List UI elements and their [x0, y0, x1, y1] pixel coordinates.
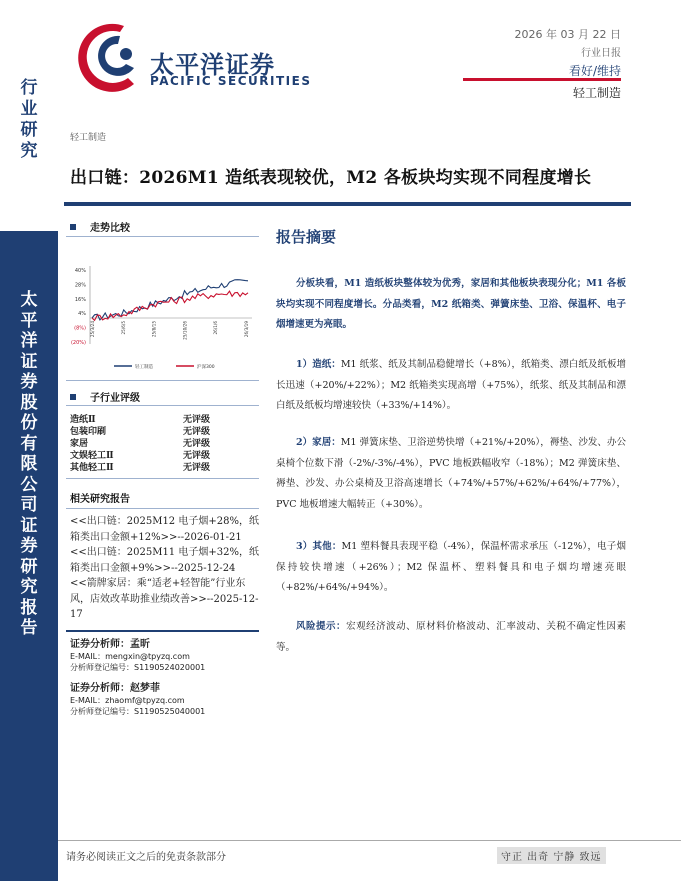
analyst-reg: 分析师登记编号：S1190525040001 [70, 707, 206, 716]
x-tick-label: 25/8/15 [151, 321, 157, 338]
subindustry-name: 文娱轻工Ⅱ [70, 451, 114, 461]
legend-label: 沪深300 [197, 364, 215, 370]
sidebar-bottom-char: 券 [20, 536, 38, 556]
section-rule [66, 630, 259, 632]
section-rule [66, 478, 259, 479]
related-heading [70, 490, 130, 505]
footer-disclaimer: 请务必阅读正文之后的免责条款部分 [66, 852, 226, 863]
section-rule [66, 508, 259, 509]
sidebar-bottom-char: 司 [20, 495, 38, 515]
sidebar-top-label [0, 80, 58, 164]
section-rule [66, 236, 259, 237]
analyst-email[interactable]: E-MAIL：mengxin@tpyzq.com [70, 652, 190, 661]
bullet-square-icon [70, 394, 76, 400]
analyst-reg: 分析师登记编号：S1190524020001 [70, 663, 206, 672]
trend-chart [66, 242, 261, 372]
subindustry-row [70, 414, 260, 426]
y-tick-label: (8%) [74, 325, 86, 332]
sidebar-bottom-label [0, 292, 58, 641]
subindustry-rating: 无评级 [183, 451, 211, 461]
analyst-block [70, 682, 205, 717]
subindustry-heading [70, 389, 140, 404]
y-tick-label: 28% [74, 282, 86, 289]
subindustry-name: 家居 [70, 439, 89, 449]
subindustry-rating: 无评级 [183, 439, 211, 449]
title-underline [64, 202, 631, 206]
summary-paragraph-home [276, 433, 626, 515]
summary-heading: 报告摘要 [276, 228, 337, 246]
sidebar-bottom-char: 股 [20, 392, 38, 413]
subindustry-row [70, 462, 260, 474]
logo-chinese-text: 太平洋证券 [150, 51, 275, 79]
sidebar-bottom-char: 太 [20, 290, 38, 310]
sidebar-top-char: 研 [20, 120, 38, 140]
breadcrumb: 轻工制造 [70, 133, 107, 143]
sidebar-bottom-char: 限 [20, 454, 38, 474]
subindustry-rating: 无评级 [183, 415, 211, 425]
section-rule [66, 405, 259, 406]
sidebar-top-char: 究 [20, 141, 38, 161]
industry-name: 轻工制造 [572, 86, 621, 100]
sidebar [0, 0, 58, 881]
analyst-name: 证券分析师：孟昕 [70, 639, 150, 650]
related-heading-text: 相关研究报告 [70, 494, 130, 505]
subindustry-row [70, 438, 260, 450]
summary-paragraph-other [276, 537, 626, 599]
sidebar-top-char: 业 [20, 99, 38, 119]
header-divider [463, 78, 621, 81]
paragraph-label: 1）造纸： [296, 359, 341, 370]
risk-label: 风险提示： [296, 621, 347, 632]
subindustry-rating: 无评级 [183, 427, 211, 437]
logo-english-text: PACIFIC SECURITIES [150, 74, 312, 88]
paragraph-label: 2）家居： [296, 437, 341, 448]
subindustry-name: 其他轻工Ⅱ [70, 463, 114, 473]
related-item[interactable]: <<出口链：2025M12 电子烟+28%，纸箱类出口金额+12%>>--2026-01-21 [70, 516, 259, 543]
analyst-name: 证券分析师：赵梦菲 [70, 683, 160, 694]
y-tick-label: 16% [74, 296, 86, 303]
sidebar-bottom-char: 报 [20, 597, 38, 618]
sidebar-bottom-char: 证 [20, 351, 38, 372]
paragraph-text: M1 弹簧床垫、卫浴逆势快增（+21%/+20%），褥垫、沙发、办公桌椅个位数下滑（-2%/-3%/-4%），PVC 地板跌幅收窄（-18%）；M2 弹簧床垫、褥垫、沙发、办公桌椅及卫浴高速增长（+74%/+57%/+62%/+64%/+77%），PVC 地板增速大幅转正（+30%）。 [276, 437, 626, 510]
subindustry-name: 造纸Ⅱ [70, 415, 96, 425]
risk-warning [276, 617, 626, 658]
y-tick-label: 40% [74, 268, 86, 274]
section-rule [66, 380, 259, 381]
analyst-block [70, 638, 205, 673]
x-tick-label: 25/10/26 [182, 321, 188, 340]
x-tick-label: 26/3/19 [244, 321, 249, 338]
paragraph-text: M1 纸浆、纸及其制品稳健增长（+8%），纸箱类、漂白纸及纸板增长迅速（+20%/+22%）；M2 纸箱类实现高增（+75%），纸浆、纸及其制品和漂白纸及纸板均增速较快（+33%/+14%）。 [276, 359, 626, 411]
y-tick-label: 4% [78, 311, 86, 318]
sidebar-bottom-char: 券 [20, 372, 38, 392]
related-item[interactable]: <<出口链：2025M11 电子烟+32%，纸箱类出口金额+9%>>--2025-12-24 [70, 547, 259, 574]
sidebar-bottom-char: 研 [20, 556, 38, 577]
subindustry-row [70, 426, 260, 438]
sidebar-bottom-char: 洋 [20, 331, 38, 351]
sidebar-top-char: 行 [20, 78, 38, 98]
sidebar-bottom-char: 究 [20, 577, 38, 597]
sidebar-bottom-char: 证 [20, 515, 38, 536]
trend-heading-text: 走势比较 [90, 223, 130, 234]
sidebar-bottom-char: 有 [20, 433, 38, 454]
sidebar-bottom-char: 份 [20, 413, 38, 433]
x-tick-label: 25/6/5 [120, 321, 126, 335]
subindustry-heading-text: 子行业评级 [90, 393, 140, 404]
report-type: 行业日报 [581, 48, 621, 59]
subindustry-name: 包装印刷 [70, 427, 107, 437]
bullet-square-icon [70, 224, 76, 230]
sidebar-bottom-char: 告 [20, 618, 38, 638]
series-line [92, 291, 248, 320]
y-tick-label: (20%) [70, 340, 86, 346]
trend-heading [70, 219, 130, 234]
risk-text: 宏观经济波动、原材料价格波动、汇率波动、关税不确定性因素等。 [276, 621, 626, 653]
related-item[interactable]: <<箭牌家居：乘“适老+轻智能”行业东风，店效改革助推业绩改善>>--2025-12-17 [70, 578, 259, 620]
paragraph-text: M1 塑料餐具表现平稳（-4%），保温杯需求承压（-12%），电子烟保持较快增速（+26%）；M2 保温杯、塑料餐具和电子烟均增速亮眼（+82%/+64%/+94%）。 [276, 541, 626, 593]
legend-label: 轻工制造 [135, 364, 153, 370]
footer-divider [58, 840, 681, 841]
summary-paragraph-paper [276, 355, 626, 417]
x-tick-label: 26/1/6 [213, 321, 219, 335]
sidebar-bottom-char: 平 [20, 310, 38, 331]
industry-rating: 看好/维持 [568, 64, 621, 78]
subindustry-row [70, 450, 260, 462]
analyst-email[interactable]: E-MAIL：zhaomf@tpyzq.com [70, 696, 185, 705]
summary-lead: 分板块看，M1 造纸板块整体较为优秀，家居和其他板块表现分化；M1 各板块均实现不同程度增长。分品类看，M2 纸箱类、弹簧床垫、卫浴、保温杯、电子烟增速更为亮眼。 [276, 278, 626, 330]
report-date: 2026 年 03 月 22 日 [514, 28, 621, 41]
report-title: 出口链：2026M1 造纸表现较优，M2 各板块均实现不同程度增长 [70, 168, 592, 188]
subindustry-rating: 无评级 [183, 463, 211, 473]
sidebar-bottom-char: 公 [20, 474, 38, 495]
footer-motto: 守正 出奇 宁静 致远 [497, 847, 606, 864]
x-tick-label: 25/3/24 [90, 321, 95, 338]
paragraph-label: 3）其他： [296, 541, 342, 552]
subindustry-table [70, 414, 260, 474]
